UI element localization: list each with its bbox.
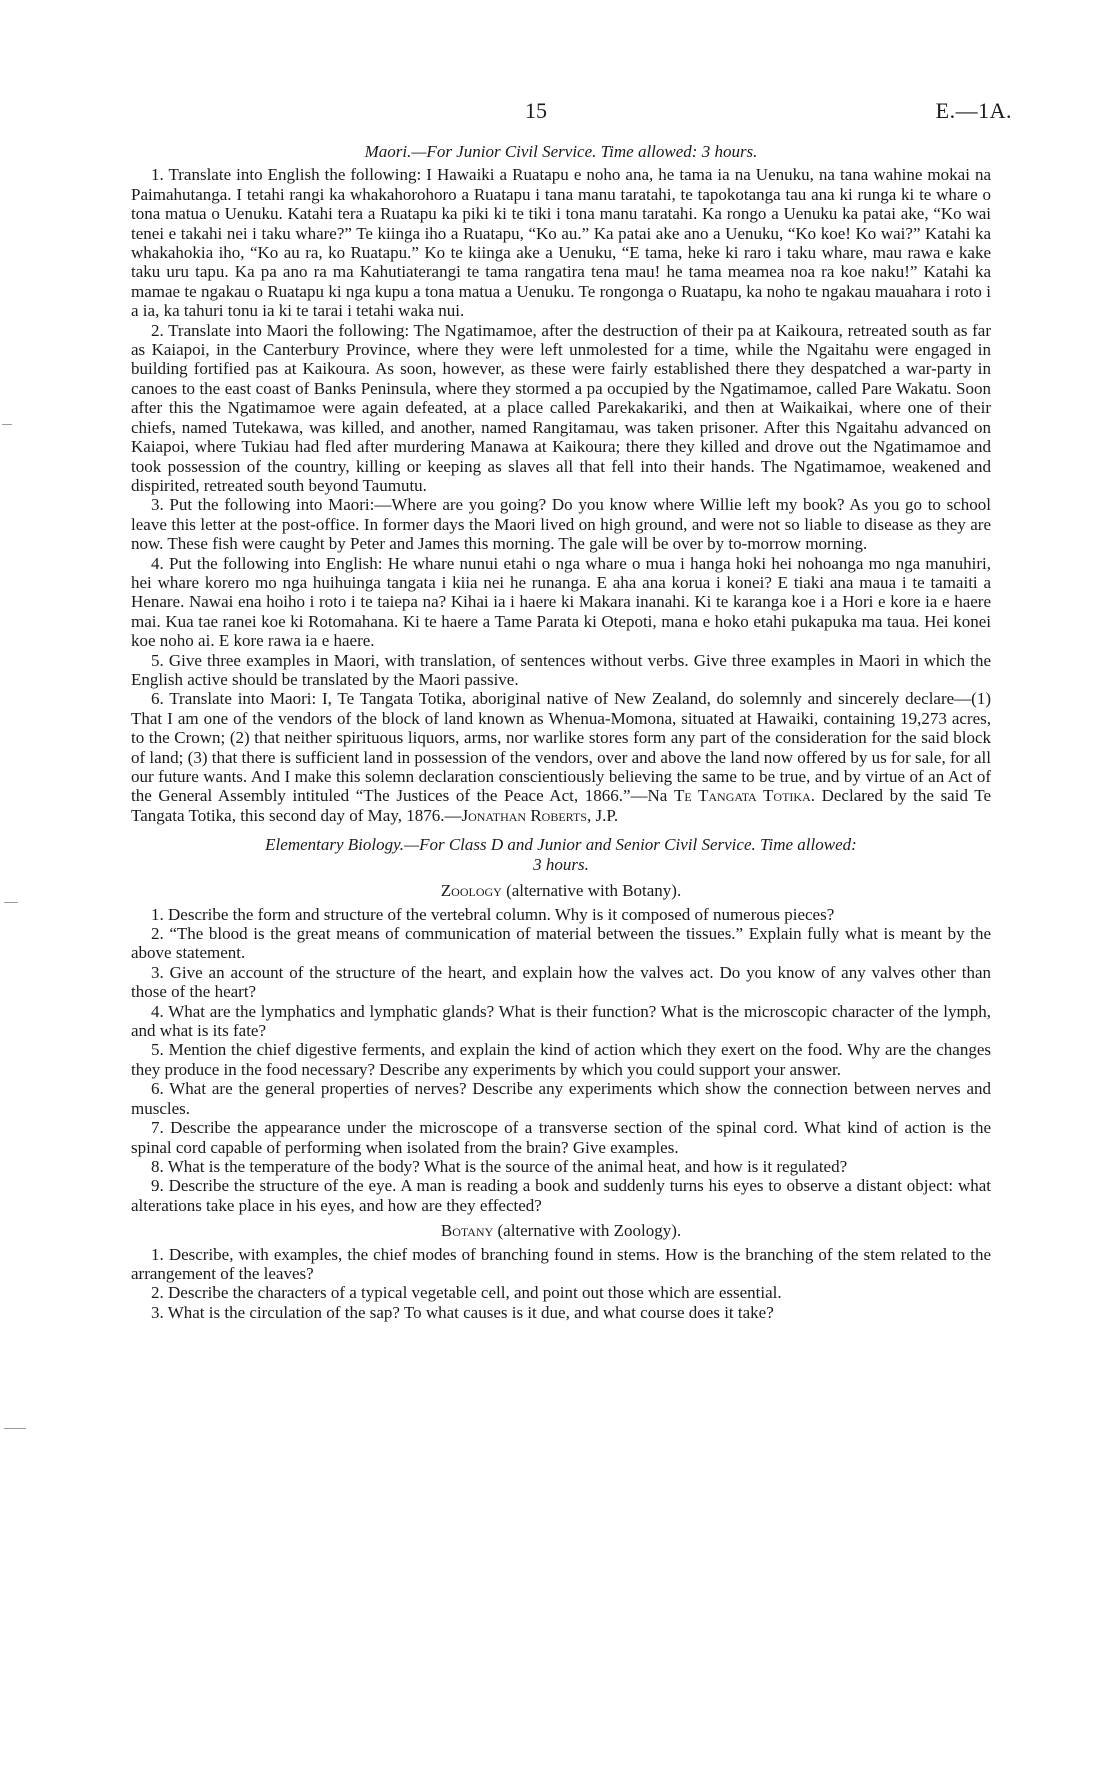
botany-heading: [131, 1221, 991, 1240]
biology-section-title: [131, 835, 991, 875]
maori-question-6-end: , J.P.: [586, 805, 619, 825]
maori-question-4: 4. Put the following into English: He whare nunui etahi o nga whare o mua i hanga hoki hei nohoanga mo nga manuhiri, hei whare korero mo nga huihuinga tangata i kiia nei he runanga. E aha ana korua i konei? E tiaki ana maua i te tamaiti a Henare. Nawai ena hoiho i roto i te taiepa na? Kihai ia i haere ki Makara inanahi. Ki te karanga koe i a Hori e kore ia e haere mai. Kua tae ranei koe ki Rotomahana. Ki te haere a Tame Parata ki Otepoti, mana e hoko etahi pukapuka ma taua. Hei konei koe noho ai. E kore rawa ia e haere.: [131, 553, 991, 651]
zoology-question-1: 1. Describe the form and structure of the vertebral column. Why is it composed of numerous pieces?: [151, 904, 835, 924]
maori-section-title: Maori.—For Junior Civil Service. Time allowed: 3 hours.: [364, 142, 758, 161]
zoology-question-5: 5. Mention the chief digestive ferments, and explain the kind of action which they exert on the food. Why are the changes they produce in the food necessary? Describe any experiments by which you could support your answer.: [131, 1040, 991, 1079]
witness-name: Jonathan Roberts: [461, 805, 587, 825]
botany-question-1: 1. Describe, with examples, the chief modes of branching found in stems. How is the branching of the stem related to the arrangement of the leaves?: [131, 1244, 991, 1283]
maori-question-2: 2. Translate into Maori the following: The Ngatimamoe, after the destruction of their pa at Kaikoura, retreated south as far as Kaiapoi, in the Canterbury Province, where they were left unmolested for a time, while the Ngaitahu were engaged in building fortified pas at Kaikoura. As soon, however, as these were fairly established there they despatched a war-party in canoes to the east coast of Banks Peninsula, where they stormed a pa occupied by the Ngatimamoe, called Pare Wakatu. Soon after this the Ngatimamoe were again defeated, at a place called Parekakariki, and then at Waikaikai, where one of their chiefs, named Tutekawa, was killed, and another, named Rangitamau, was taken prisoner. After this Ngaitahu advanced on Kaiapoi, where Tukiau had fled after murdering Manawa at Kaikoura; there they killed and drove out the Ngatimamoe and took possession of the country, killing or keeping as slaves all that fell into their hands. The Ngatimamoe, weakened and dispirited, retreated south beyond Taumutu.: [131, 320, 991, 495]
margin-scan-mark: [2, 424, 12, 425]
zoology-heading: [131, 881, 991, 900]
biology-title-line-1: Elementary Biology.—For Class D and Junior and Senior Civil Service. Time allowed:: [265, 835, 857, 855]
page-number: 15: [525, 98, 547, 123]
maori-question-6-middle: . Declared by the said Te Tangata Totika, this second day of May, 1876.—: [131, 786, 991, 825]
margin-scan-mark: [4, 902, 18, 903]
zoology-question-3: 3. Give an account of the structure of the heart, and explain how the valves act. Do you know of any valves other than those of the heart?: [131, 962, 991, 1002]
maori-question-5: 5. Give three examples in Maori, with translation, of sentences without verbs. Give three examples in Maori in which the English active should be translated by the Maori passive.: [131, 650, 991, 689]
biology-title-line-2: 3 hours.: [533, 855, 589, 875]
page-header: [0, 98, 1114, 128]
zoology-heading-label: Zoology: [440, 881, 502, 901]
zoology-question-6: 6. What are the general properties of nerves? Describe any experiments which show the connection between nerves and muscles.: [131, 1079, 991, 1118]
zoology-heading-note: (alternative with Botany).: [501, 881, 682, 901]
botany-heading-label: Botany: [440, 1221, 494, 1241]
botany-question-2: 2. Describe the characters of a typical vegetable cell, and point out those which are essential.: [151, 1283, 782, 1303]
series-code-suffix: A.: [989, 98, 1012, 123]
page-content: [131, 140, 991, 1322]
zoology-question-9: 9. Describe the structure of the eye. A man is reading a book and suddenly turns his eyes to observe a distant object: what alterations take place in his eyes, and how are they effected?: [131, 1176, 991, 1215]
series-code-main: E.—1: [935, 98, 990, 123]
margin-scan-mark: [4, 1428, 26, 1429]
maori-question-6: [131, 689, 991, 825]
zoology-question-2: 2. “The blood is the great means of communication of material between the tissues.” Explain fully what is meant by the above statement.: [131, 924, 991, 963]
botany-heading-note: (alternative with Zoology).: [493, 1221, 682, 1241]
zoology-question-4: 4. What are the lymphatics and lymphatic glands? What is their function? What is the microscopic character of the lymph, and what is its fate?: [131, 1001, 991, 1041]
botany-question-3: 3. What is the circulation of the sap? To what causes is it due, and what course does it take?: [151, 1302, 774, 1322]
maori-question-6-text: 6. Translate into Maori: I, Te Tangata Totika, aboriginal native of New Zealand, do solemnly and sincerely declare—(1) That I am one of the vendors of the block of land known as Whenua-Momona, situated at Hawaiki, containing 19,273 acres, to the Crown; (2) that neither spirituous liquors, arms, nor warlike stores form any part of the consideration for the said block of land; (3) that there is sufficient land in possession of the vendors, over and above the land now offered by us for sale, for all our future wants. And I make this solemn declaration conscientiously believing the same to be true, and by virtue of an Act of the General Assembly intituled “The Justices of the Peace Act, 1866.”—Na: [131, 689, 992, 806]
maori-question-3: 3. Put the following into Maori:—Where are you going? Do you know where Willie left my book? As you go to school leave this letter at the post-office. In former days the Maori lived on high ground, and were not so liable to disease as they are now. These fish were caught by Peter and James this morning. The gale will be over by to-morrow morning.: [131, 495, 991, 554]
zoology-question-8: 8. What is the temperature of the body? What is the source of the animal heat, and how is it regulated?: [151, 1156, 848, 1176]
declarant-signature: Te Tangata Totika: [673, 786, 811, 806]
zoology-question-7: 7. Describe the appearance under the microscope of a transverse section of the spinal cord. What kind of action is the spinal cord capable of performing when isolated from the brain? Give examples.: [131, 1118, 991, 1157]
maori-question-1: 1. Translate into English the following: I Hawaiki a Ruatapu e noho ana, he tama ia na Uenuku, na tana wahine mokai na Paimahutanga. I tetahi rangi ka whakahorohoro a Ruatapu i tana manu taratahi, te tapokotanga tau ana ki runga ki te whare o tona matua o Uenuku. Katahi tera a Ruatapu ka piki ki te tiki i tona manu taratahi. Ka rongo a Uenuku ka patai ake, “Ko wai tenei e takahi nei i taku whare?” Te kiinga iho a Ruatapu, “Ko au.” Ka patai ake ano a Uenuku, “Ko koe! Ko wai?” Katahi ka whakahokia iho, “Ko au ra, ko Ruatapu.” Ko te kiinga ake a Uenuku, “E tama, heke ki raro i taku whare, mau rawa e kake taku uru tapu. Ka pa ano ra ma Kahutiaterangi te tama rangatira tena mau! he tama meamea noa ra koe naku!” Katahi ka mamae te ngakau o Ruatapu ki nga kupu a tona matua a Uenuku. Te rongonga o Ruatapu, ka noho te ngakau mauahara i roto i a ia, ka tahuri tonu ia ki te tarai i tetahi waka nui.: [131, 165, 991, 321]
series-code: [936, 98, 1012, 124]
